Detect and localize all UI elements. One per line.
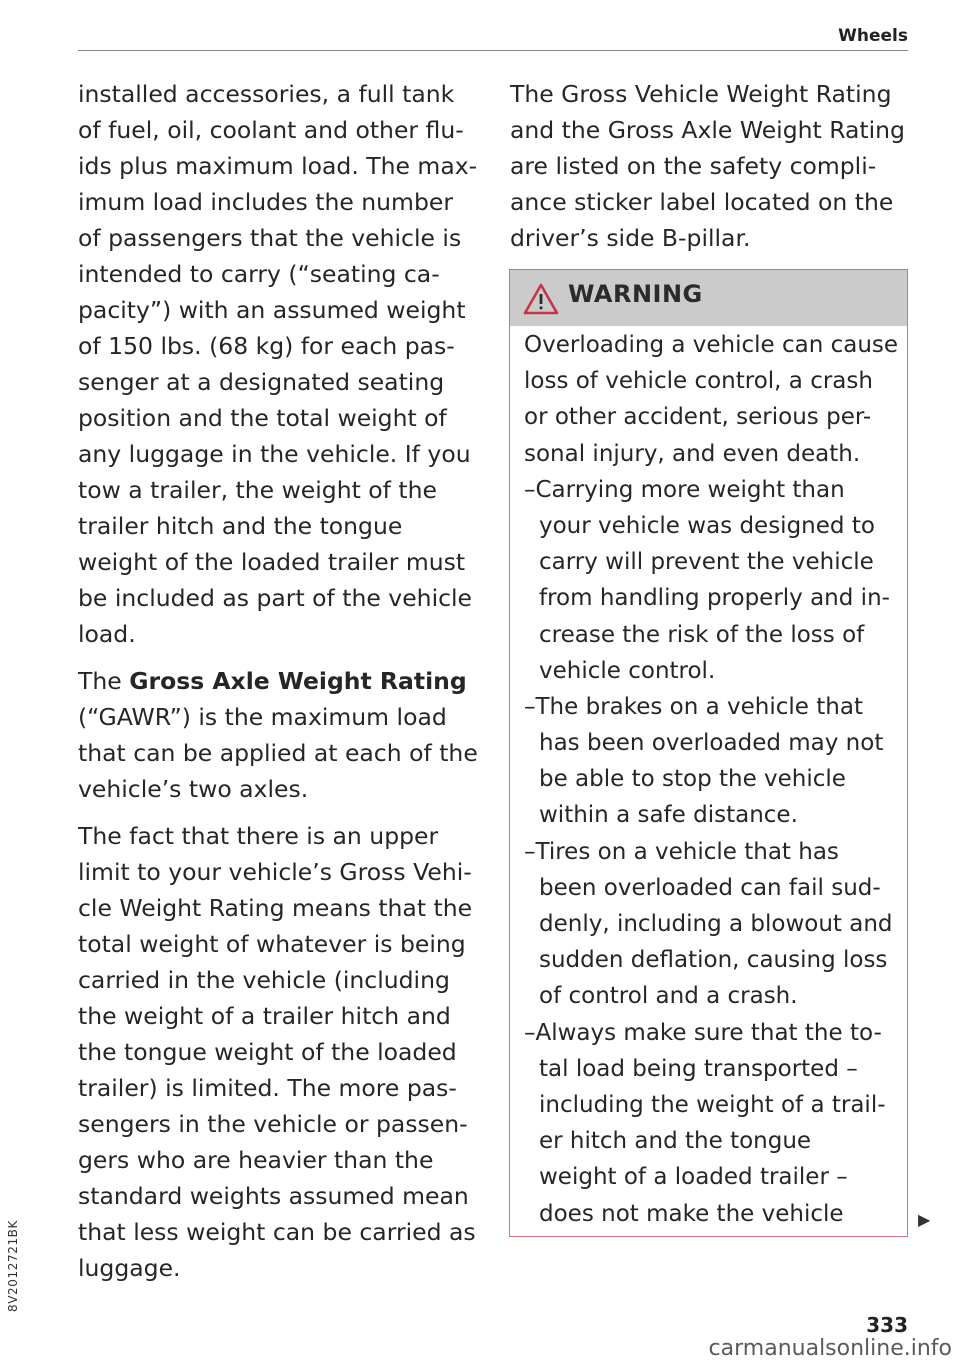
text-line: The fact that there is an upper [78,822,439,850]
warning-line: your vehicle was designed to [539,512,875,539]
bold-term: Gross Axle Weight Rating [129,667,467,695]
text-line: (“GAWR”) is the maximum load [78,703,447,731]
text-line: that less weight can be carried as [78,1218,476,1246]
left-column [78,76,476,1286]
text-line: trailer) is limited. The more pas- [78,1074,457,1102]
text-line: The Gross Vehicle Weight Rating [510,80,892,108]
warning-line: vehicle control. [539,657,716,684]
warning-line: be able to stop the vehicle [539,766,846,793]
warning-line: from handling properly and in- [539,585,890,612]
text-line: senger at a designated seating [78,368,445,396]
text-line: the tongue weight of the loaded [78,1038,457,1066]
warning-line: crease the risk of the loss of [539,621,865,648]
text-line: cle Weight Rating means that the [78,894,473,922]
text-line: pacity”) with an assumed weight [78,296,466,324]
warning-line: sudden deflation, causing loss [539,947,888,974]
page-header-title: Wheels [838,26,908,46]
warning-line: been overloaded can fail sud- [539,874,881,901]
text-line: of fuel, oil, coolant and other flu- [78,116,464,144]
continue-arrow-icon: ▶ [918,1210,931,1229]
text-line: ance sticker label located on the [510,188,894,216]
warning-line: –Tires on a vehicle that has [524,838,839,865]
warning-triangle-icon [522,282,560,316]
warning-line: including the weight of a trail- [539,1091,886,1118]
text-line: ids plus maximum load. The max- [78,152,478,180]
text-line: load. [78,620,136,648]
warning-line: carry will prevent the vehicle [539,549,874,576]
text-line: of 150 lbs. (68 kg) for each pas- [78,332,455,360]
text-line: total weight of whatever is being [78,930,466,958]
warning-line: tal load being transported – [539,1055,858,1082]
text-line: driver’s side B-pillar. [510,224,751,252]
document-code: 8V2012721BK [6,1220,20,1312]
text-line: any luggage in the vehicle. If you [78,440,471,468]
warning-line: does not make the vehicle [539,1200,844,1227]
warning-line: weight of a loaded trailer – [539,1164,848,1191]
text-line: that can be applied at each of the [78,739,478,767]
text-line: of passengers that the vehicle is [78,224,462,252]
warning-body [524,327,908,1232]
warning-line: Overloading a vehicle can cause [524,332,899,358]
text-line: installed accessories, a full tank [78,80,455,108]
warning-title: WARNING [568,280,703,308]
text-line: are listed on the safety compli- [510,152,877,180]
warning-line: of control and a crash. [539,983,798,1010]
text-line: the weight of a trailer hitch and [78,1002,451,1030]
warning-line: within a safe distance. [539,802,798,829]
text-line: limit to your vehicle’s Gross Vehi- [78,858,472,886]
warning-box [509,269,908,1237]
warning-line: –Carrying more weight than [524,476,845,503]
warning-line: –Always make sure that the to- [524,1019,882,1046]
text-line: carried in the vehicle (including [78,966,450,994]
text-line [78,663,476,699]
watermark: carmanualsonline.info [708,1336,952,1361]
warning-line: er hitch and the tongue [539,1128,812,1155]
text-line: luggage. [78,1254,181,1282]
warning-line: –The brakes on a vehicle that [524,693,863,720]
text-line: imum load includes the number [78,188,453,216]
text-line: intended to carry (“seating ca- [78,260,440,288]
warning-line: or other accident, serious per- [524,404,872,431]
warning-line: has been overloaded may not [539,730,884,757]
text-line: trailer hitch and the tongue [78,512,403,540]
text-line: vehicle’s two axles. [78,775,309,803]
text-line: weight of the loaded trailer must [78,548,466,576]
text-line: position and the total weight of [78,404,447,432]
page-number: 333 [866,1313,908,1337]
text-segment: The [78,667,130,695]
warning-line: loss of vehicle control, a crash [524,368,873,395]
text-line: and the Gross Axle Weight Rating [510,116,905,144]
header-divider [78,50,908,51]
warning-line: sonal injury, and even death. [524,440,861,467]
warning-line: denly, including a blowout and [539,911,893,937]
right-column [510,76,910,256]
text-line: tow a trailer, the weight of the [78,476,437,504]
text-line: gers who are heavier than the [78,1146,434,1174]
text-line: be included as part of the vehicle [78,584,473,612]
warning-header [510,270,907,326]
text-line: sengers in the vehicle or passen- [78,1110,468,1138]
text-line: standard weights assumed mean [78,1182,469,1210]
